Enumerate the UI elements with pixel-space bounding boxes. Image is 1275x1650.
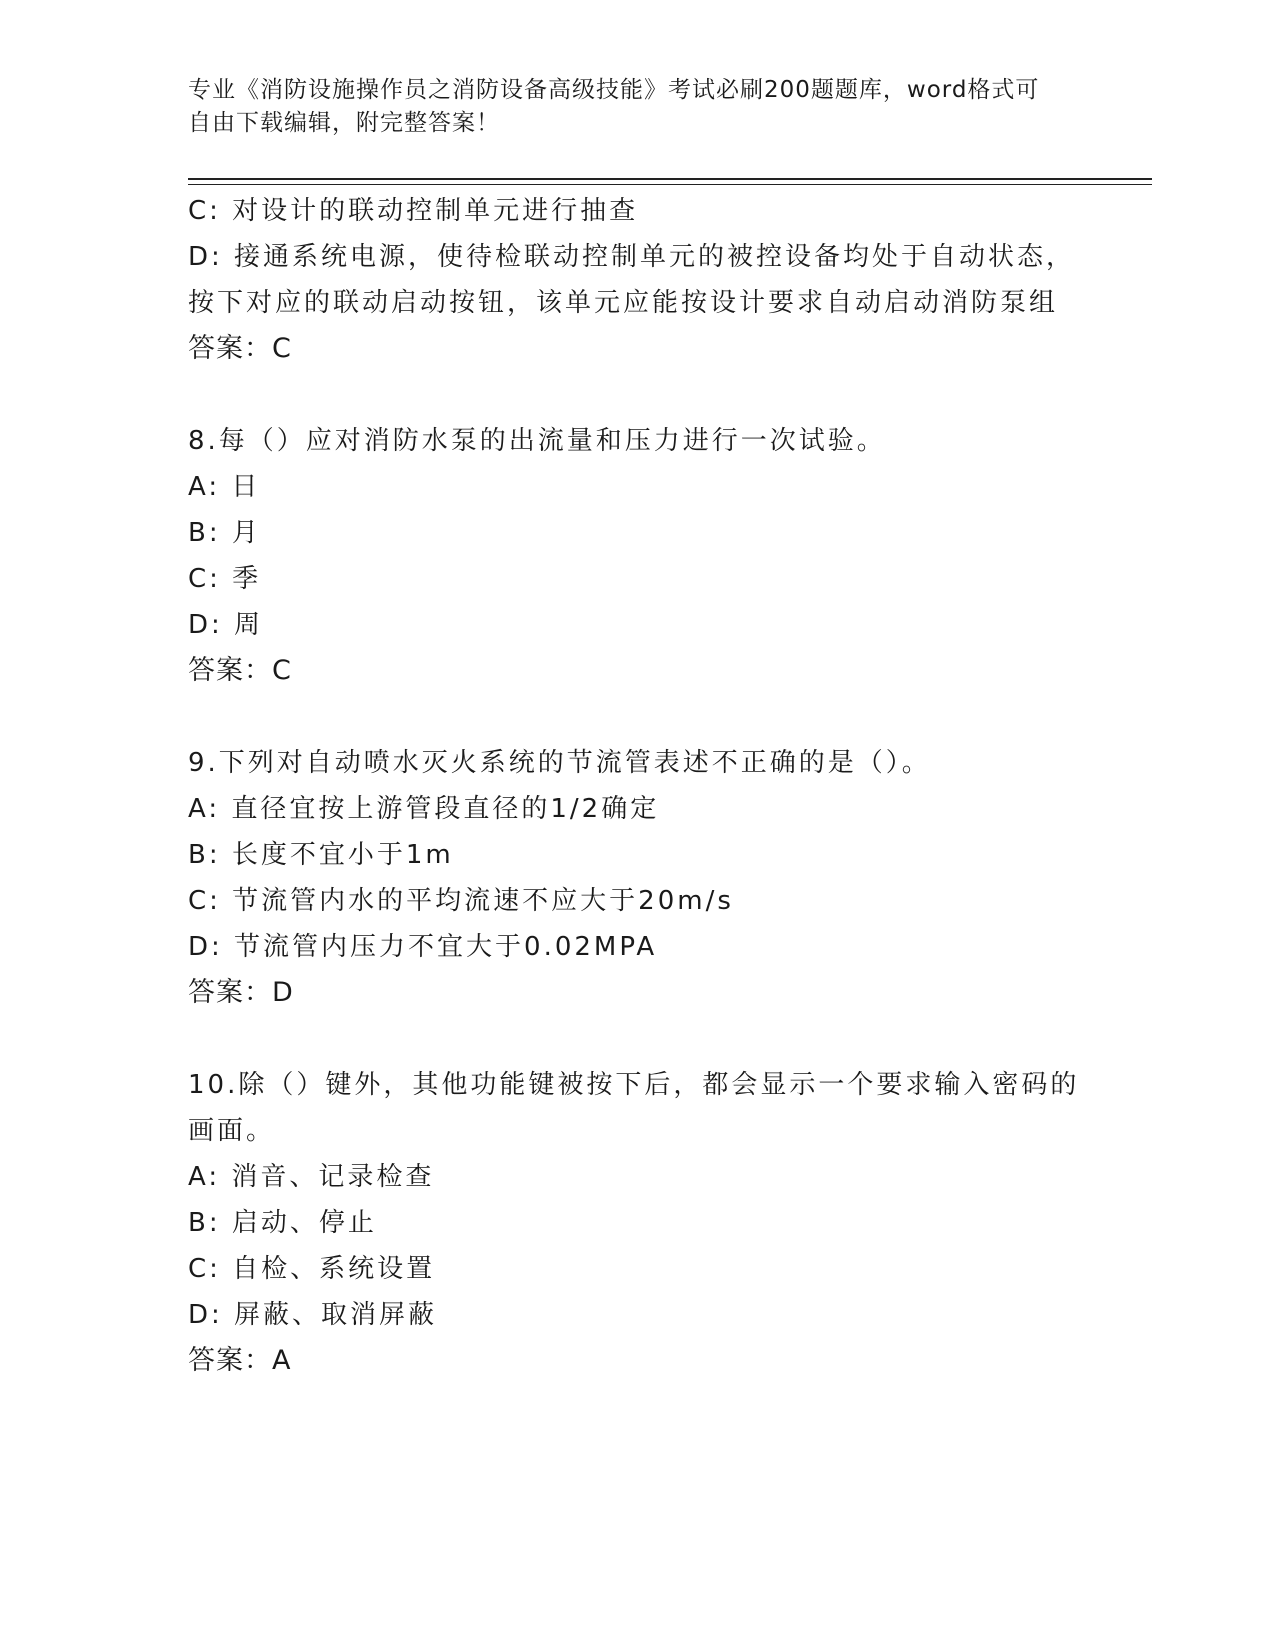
answer: 答案：A [188,1345,292,1376]
option-d: D: 周 [188,610,264,640]
question-stem-line-2: 画面。 [188,1116,276,1146]
header-divider-thin [188,184,1152,185]
answer: 答案：D [188,977,294,1008]
question-9 [188,740,1088,1016]
option-a: A: 日 [188,472,261,502]
option-d-line-1: D: 接通系统电源，使待检联动控制单元的被控设备均处于自动状态， [188,242,1076,272]
option-b: B: 启动、停止 [188,1208,377,1238]
option-c: C: 节流管内水的平均流速不应大于20m/s [188,886,734,916]
header-line-2: 自由下载编辑，附完整答案！ [188,110,500,136]
question-10 [188,1062,1088,1384]
header-divider-thick [188,178,1152,180]
answer: 答案：C [188,655,292,686]
question-list [188,188,1088,1384]
question-8 [188,418,1088,694]
option-c: C: 自检、系统设置 [188,1254,436,1284]
document-header [188,74,1068,140]
answer: 答案：C [188,333,292,364]
question-stem-line-1: 10.除（）键外，其他功能键被按下后，都会显示一个要求输入密码的 [188,1070,1080,1100]
question-stem: 8.每（）应对消防水泵的出流量和压力进行一次试验。 [188,426,886,456]
option-c: C: 对设计的联动控制单元进行抽查 [188,196,639,226]
option-b: B: 长度不宜小于1m [188,840,454,870]
option-a: A: 直径宜按上游管段直径的1/2确定 [188,794,660,824]
question-7-fragment [188,188,1088,372]
option-d: D: 节流管内压力不宜大于0.02MPA [188,932,658,962]
option-c: C: 季 [188,564,262,594]
option-b: B: 月 [188,518,261,548]
option-a: A: 消音、记录检查 [188,1162,435,1192]
option-d-line-2: 按下对应的联动启动按钮，该单元应能按设计要求自动启动消防泵组 [188,288,1059,318]
question-stem: 9.下列对自动喷水灭火系统的节流管表述不正确的是（）。 [188,748,931,778]
option-d: D: 屏蔽、取消屏蔽 [188,1300,438,1330]
header-line-1: 专业《消防设施操作员之消防设备高级技能》考试必刷200题题库，word格式可 [188,77,1040,103]
